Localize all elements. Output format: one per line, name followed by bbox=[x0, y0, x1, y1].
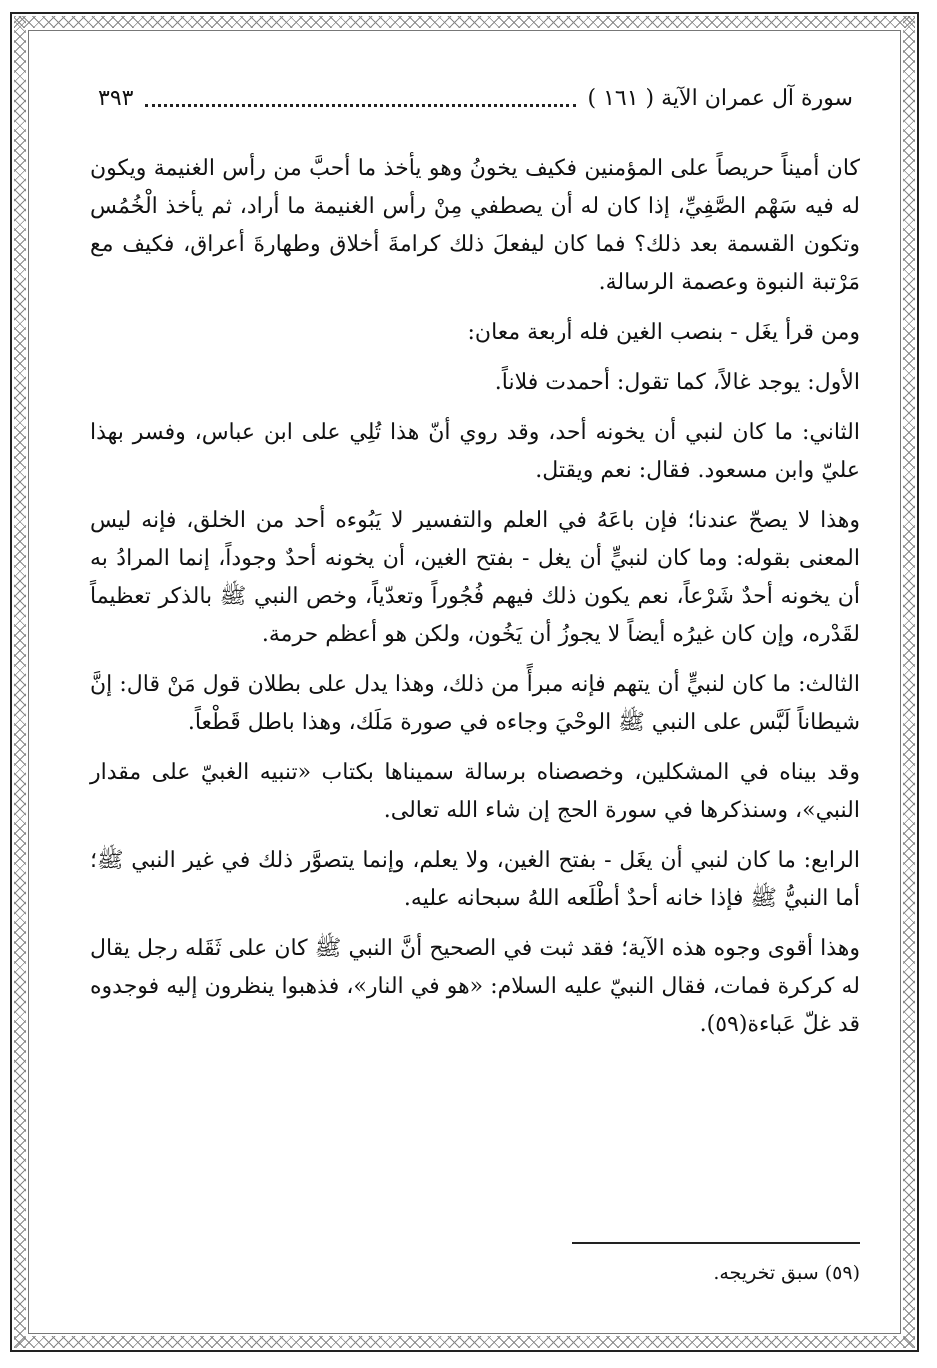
page-body bbox=[90, 150, 860, 1056]
paragraph: وهذا لا يصحّ عندنا؛ فإن باعَهُ في العلم والتفسير لا يَبُوءه أحد من الخلق، فإنه ليس المعنى بقوله: وما كان لنبيٍّ أن يغل - بفتح الغين، أن يخونه أحدٌ وجوداً، إنما المرادُ به أن يخونه أحدٌ شَرْعاً، نعم يكون ذلك فيهم فُجُوراً وتعدّياً، وخص النبي ﷺ بالذكر تعظيماً لقَدْره، وإن كان غيرُه أيضاً لا يجوزُ أن يَخُون، ولكن هو أعظم حرمة. bbox=[90, 508, 860, 647]
paragraph: وهذا أقوى وجوه هذه الآية؛ فقد ثبت في الصحيح أنَّ النبي ﷺ كان على ثَقَله رجل يقال له كركرة فمات، فقال النبيّ عليه السلام: «هو في النار»، فذهبوا ينظرون إليه فوجدوه قد غلّ عَباءة(٥٩). bbox=[90, 936, 860, 1037]
footnote-number: (٥٩) bbox=[824, 1262, 860, 1284]
paragraph: ومن قرأ يغَل - بنصب الغين فله أربعة معان: bbox=[467, 320, 860, 345]
header-leader-dots bbox=[145, 90, 575, 107]
header-title: سورة آل عمران الآية ( ١٦١ ) bbox=[587, 85, 853, 111]
footnote-separator bbox=[572, 1242, 860, 1244]
paragraph: الرابع: ما كان لنبي أن يغَل - بفتح الغين، ولا يعلم، وإنما يتصوَّر ذلك في غير النبي ﷺ؛ أما النبيُّ ﷺ فإذا خانه أحدٌ أطْلَعه اللهُ سبحانه عليه. bbox=[90, 848, 860, 911]
paragraph: الأول: يوجد غالاً، كما تقول: أحمدت فلاناً. bbox=[494, 370, 860, 395]
border-ornament-top bbox=[14, 16, 915, 28]
paragraph: الثالث: ما كان لنبيٍّ أن يتهم فإنه مبرأً من ذلك، وهذا يدل على بطلان قول مَنْ قال: إنَّ شيطاناً لَبَّس على النبي ﷺ الوحْيَ وجاءه في صورة مَلَك، وهذا باطل قَطْعاً. bbox=[90, 672, 860, 735]
page-number: ٣٩٣ bbox=[98, 85, 134, 111]
footnote bbox=[540, 1258, 860, 1288]
border-ornament-bottom bbox=[14, 1336, 915, 1348]
paragraph: كان أميناً حريصاً على المؤمنين فكيف يخونُ وهو يأخذ ما أحبَّ من رأس الغنيمة ويكون له فيه سَهْم الصَّفِيِّ، إذا كان له أن يصطفي مِنْ رأس الغنيمة ما أراد، ثم يأخذ الْخُمُس وتكون القسمة بعد ذلك؟ فما كان ليفعلَ ذلك كرامةَ أخلاق وطهارةَ أعراق، فكيف مع مَرْتبة النبوة وعصمة الرسالة. bbox=[90, 156, 860, 295]
border-ornament-left bbox=[14, 16, 26, 1348]
paragraph: الثاني: ما كان لنبي أن يخونه أحد، وقد روي أنّ هذا تُلِي على ابن عباس، وفسر بهذا عليّ وابن مسعود. فقال: نعم ويقتل. bbox=[90, 420, 860, 483]
running-header bbox=[98, 78, 853, 118]
border-ornament-right bbox=[903, 16, 915, 1348]
footnote-text: سبق تخريجه. bbox=[713, 1262, 819, 1284]
paragraph: وقد بيناه في المشكلين، وخصصناه برسالة سميناها بكتاب «تنبيه الغبيّ على مقدار النبي»، وسنذكرها في سورة الحج إن شاء الله تعالى. bbox=[90, 760, 860, 823]
